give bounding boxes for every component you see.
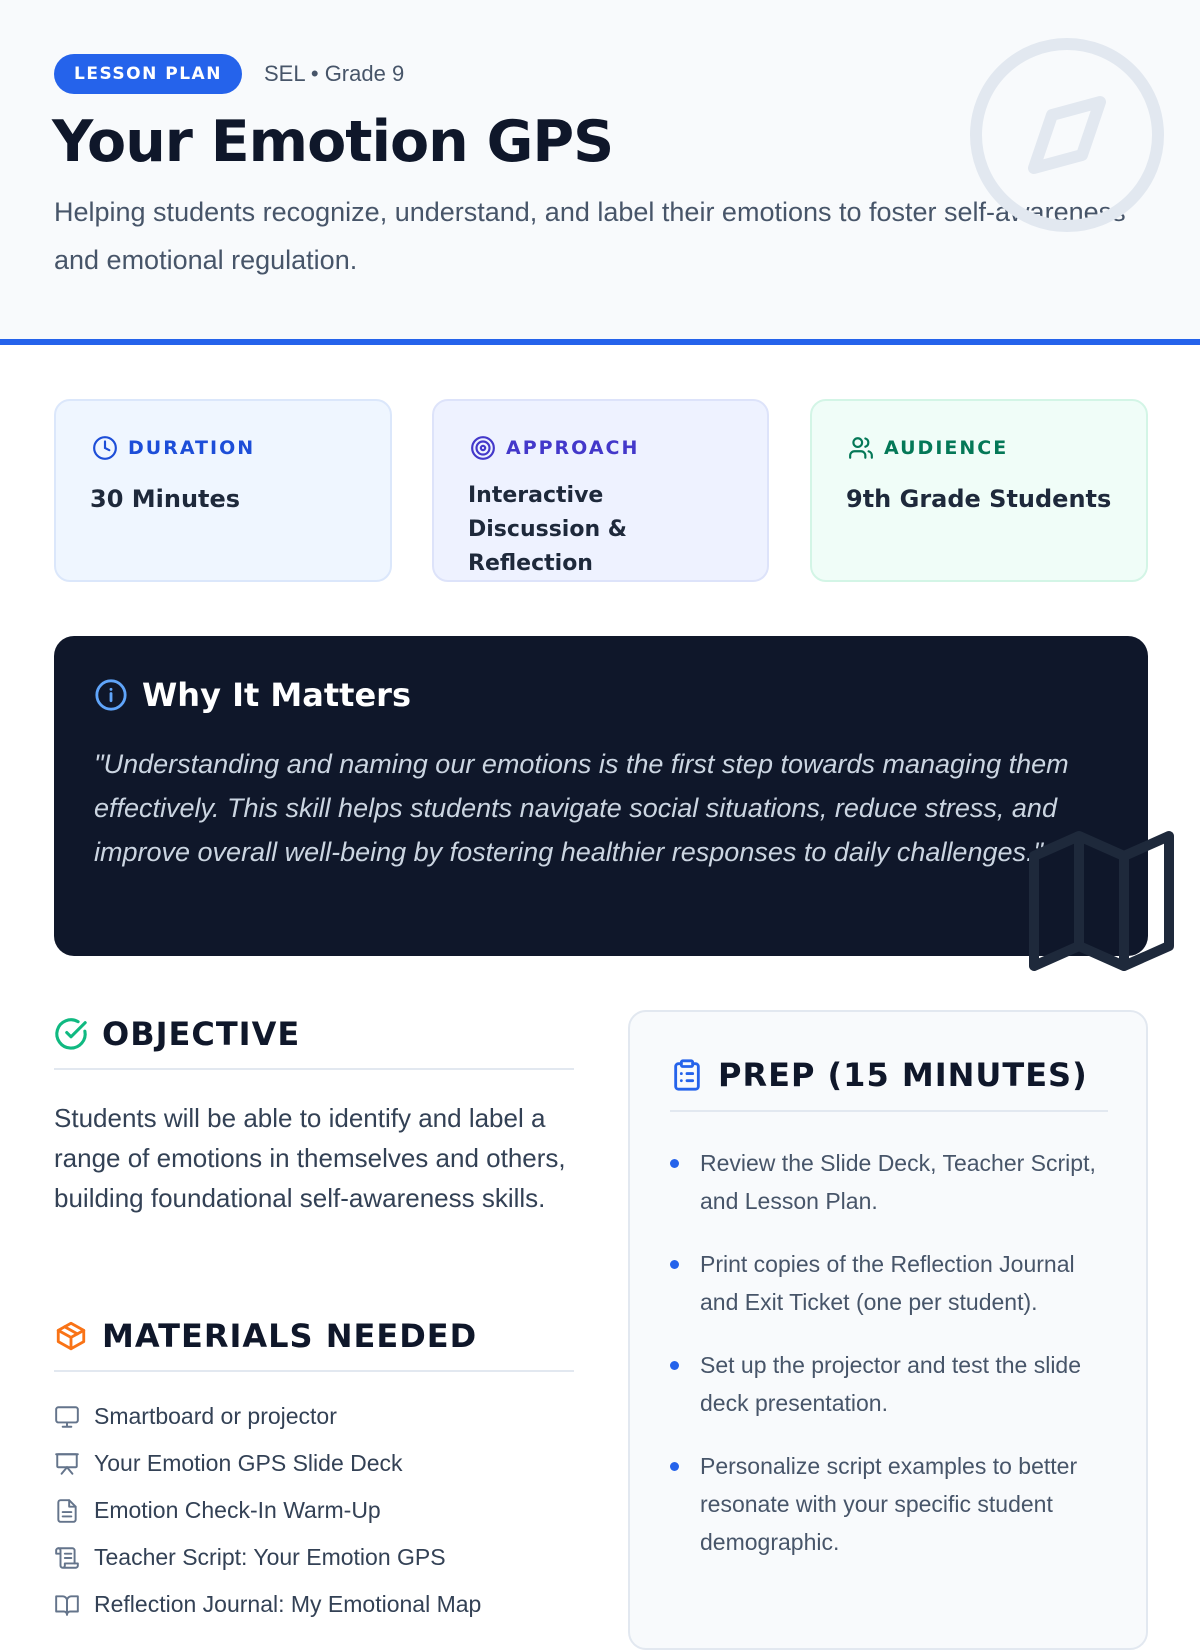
users-icon [848, 435, 874, 461]
lesson-header [0, 0, 1200, 345]
info-icon [94, 678, 128, 712]
prep-item-text: Personalize script examples to better resonate with your specific student demographic. [700, 1453, 1078, 1555]
list-item [54, 1487, 574, 1534]
approach-label: APPROACH [506, 437, 640, 459]
scroll-icon [54, 1545, 80, 1571]
prep-divider [670, 1110, 1108, 1112]
prep-item-text: Print copies of the Reflection Journal and Exit Ticket (one per student). [700, 1251, 1075, 1315]
compass-icon [962, 30, 1172, 240]
materials-title: MATERIALS NEEDED [102, 1317, 478, 1355]
objective-title: OBJECTIVE [102, 1015, 301, 1053]
materials-list [54, 1393, 574, 1628]
approach-value: Interactive Discussion & Reflection [468, 483, 627, 576]
list-item [54, 1534, 574, 1581]
audience-card [810, 399, 1148, 582]
material-label: Emotion Check-In Warm-Up [94, 1497, 381, 1523]
bullet-icon [670, 1361, 679, 1370]
materials-heading [54, 1317, 477, 1355]
material-label: Smartboard or projector [94, 1403, 337, 1429]
why-it-matters-title: Why It Matters [142, 676, 411, 714]
list-item [670, 1144, 1110, 1220]
check-circle-icon [54, 1017, 88, 1051]
why-it-matters-quote: "Understanding and naming our emotions is the first step towards managing them effectively. This skill helps students navigate social situations, reduce stress, and improve overall well-being by fostering healthier responses to daily challenges." [94, 749, 1069, 867]
objective-heading [54, 1015, 300, 1053]
materials-divider [54, 1370, 574, 1372]
list-item [670, 1346, 1110, 1422]
approach-card [432, 399, 769, 582]
prep-list [670, 1144, 1110, 1586]
lesson-plan-badge: LESSON PLAN [54, 54, 242, 94]
duration-card [54, 399, 392, 582]
why-it-matters-panel [54, 636, 1148, 956]
prep-item-text: Review the Slide Deck, Teacher Script, and Lesson Plan. [700, 1150, 1096, 1214]
bullet-icon [670, 1159, 679, 1168]
subject-grade-label: SEL • Grade 9 [264, 61, 405, 86]
objective-text: Students will be able to identify and label a range of emotions in themselves and others, building foundational self-awareness skills. [54, 1103, 566, 1213]
duration-value: 30 Minutes [90, 485, 241, 513]
package-icon [54, 1319, 88, 1353]
prep-heading [670, 1056, 1088, 1094]
duration-label: DURATION [128, 437, 256, 459]
target-icon [470, 435, 496, 461]
objective-divider [54, 1068, 574, 1070]
page-subtitle: Helping students recognize, understand, and label their emotions to foster self-awareness and emotional regulation. [54, 197, 1126, 275]
bullet-icon [670, 1462, 679, 1471]
presentation-icon [54, 1451, 80, 1477]
prep-title: PREP (15 MINUTES) [718, 1056, 1088, 1094]
audience-label: AUDIENCE [884, 437, 1009, 459]
prep-card [628, 1010, 1148, 1650]
monitor-icon [54, 1404, 80, 1430]
clipboard-list-icon [670, 1058, 704, 1092]
list-item [670, 1245, 1110, 1321]
list-item [670, 1447, 1110, 1561]
book-open-icon [54, 1592, 80, 1618]
file-text-icon [54, 1498, 80, 1524]
list-item [54, 1393, 574, 1440]
material-label: Teacher Script: Your Emotion GPS [94, 1544, 446, 1570]
audience-value: 9th Grade Students [846, 485, 1112, 513]
clock-icon [92, 435, 118, 461]
material-label: Reflection Journal: My Emotional Map [94, 1591, 482, 1617]
prep-item-text: Set up the projector and test the slide deck presentation. [700, 1352, 1082, 1416]
list-item [54, 1581, 574, 1628]
map-icon [1024, 826, 1174, 966]
list-item [54, 1440, 574, 1487]
material-label: Your Emotion GPS Slide Deck [94, 1450, 403, 1476]
page-title: Your Emotion GPS [52, 109, 614, 175]
bullet-icon [670, 1260, 679, 1269]
